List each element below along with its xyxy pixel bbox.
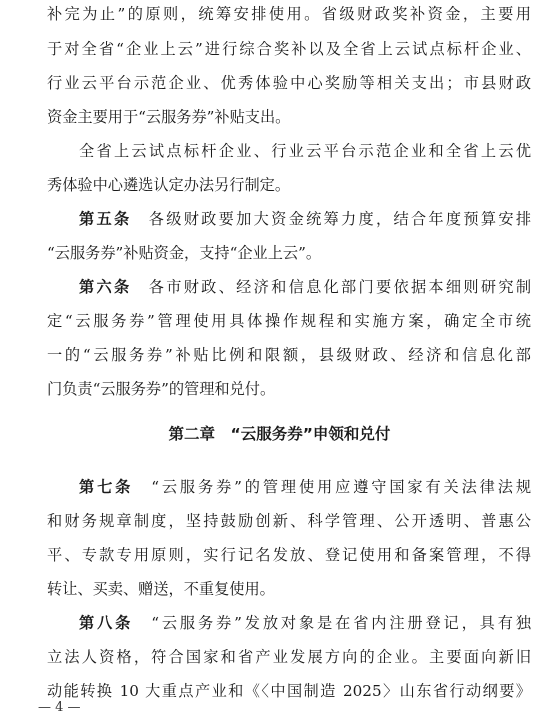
- article-number: 第六条: [79, 278, 132, 296]
- body-text-line: 补完为止”的原则，统筹安排使用。省级财政奖补资金，主要用: [47, 5, 531, 23]
- article-8-line: [79, 613, 531, 633]
- chapter-heading: 第二章 “云服务券”申领和兑付: [168, 425, 391, 443]
- article-text: “云服务券”的管理使用应遵守国家有关法律法规: [151, 478, 532, 496]
- article-text: “云服务券”发放对象是在省内注册登记，具有独: [151, 614, 532, 632]
- body-text-line: 立法人资格，符合国家和省产业发展方向的企业。主要面向新旧: [47, 648, 531, 666]
- article-5-line: [79, 209, 531, 229]
- body-text-line: 定“云服务券”管理使用具体操作规程和实施方案，确定全市统: [47, 312, 531, 330]
- article-number: 第五条: [79, 210, 132, 228]
- body-text-line: 秀体验中心遴选认定办法另行制定。: [47, 176, 290, 194]
- body-text-line: 和财务规章制度，坚持鼓励创新、科学管理、公开透明、普惠公: [47, 512, 531, 530]
- article-number: 第八条: [79, 614, 134, 632]
- body-text-line: 动能转换 10 大重点产业和《〈中国制造 2025〉山东省行动纲要》: [47, 682, 531, 700]
- body-text-line: 平、专款专用原则，实行记名发放、登记使用和备案管理，不得: [47, 546, 531, 564]
- article-text: 各级财政要加大资金统筹力度，结合年度预算安排: [146, 210, 532, 228]
- body-text-line: 于对全省“企业上云”进行综合奖补以及全省上云试点标杆企业、: [47, 40, 531, 58]
- article-7-line: [79, 477, 531, 497]
- body-text-line: 全省上云试点标杆企业、行业云平台示范企业和全省上云优: [79, 142, 531, 160]
- article-6-line: [79, 277, 531, 297]
- body-text-line: 门负责“云服务券”的管理和兑付。: [47, 380, 276, 398]
- body-text-line: 行业云平台示范企业、优秀体验中心奖励等相关支出；市县财政: [47, 74, 531, 92]
- body-text-line: 资金主要用于“云服务券”补贴支出。: [47, 108, 291, 126]
- page-number: — 4 —: [38, 700, 81, 715]
- article-number: 第七条: [79, 478, 134, 496]
- body-text-line: 一的“云服务券”补贴比例和限额，县级财政、经济和信息化部: [47, 346, 531, 364]
- body-text-line: “云服务券”补贴资金，支持“企业上云”。: [47, 244, 322, 262]
- article-text: 各市财政、经济和信息化部门要依据本细则研究制: [146, 278, 532, 296]
- body-text-line: 转让、买卖、赠送，不重复使用。: [47, 580, 275, 598]
